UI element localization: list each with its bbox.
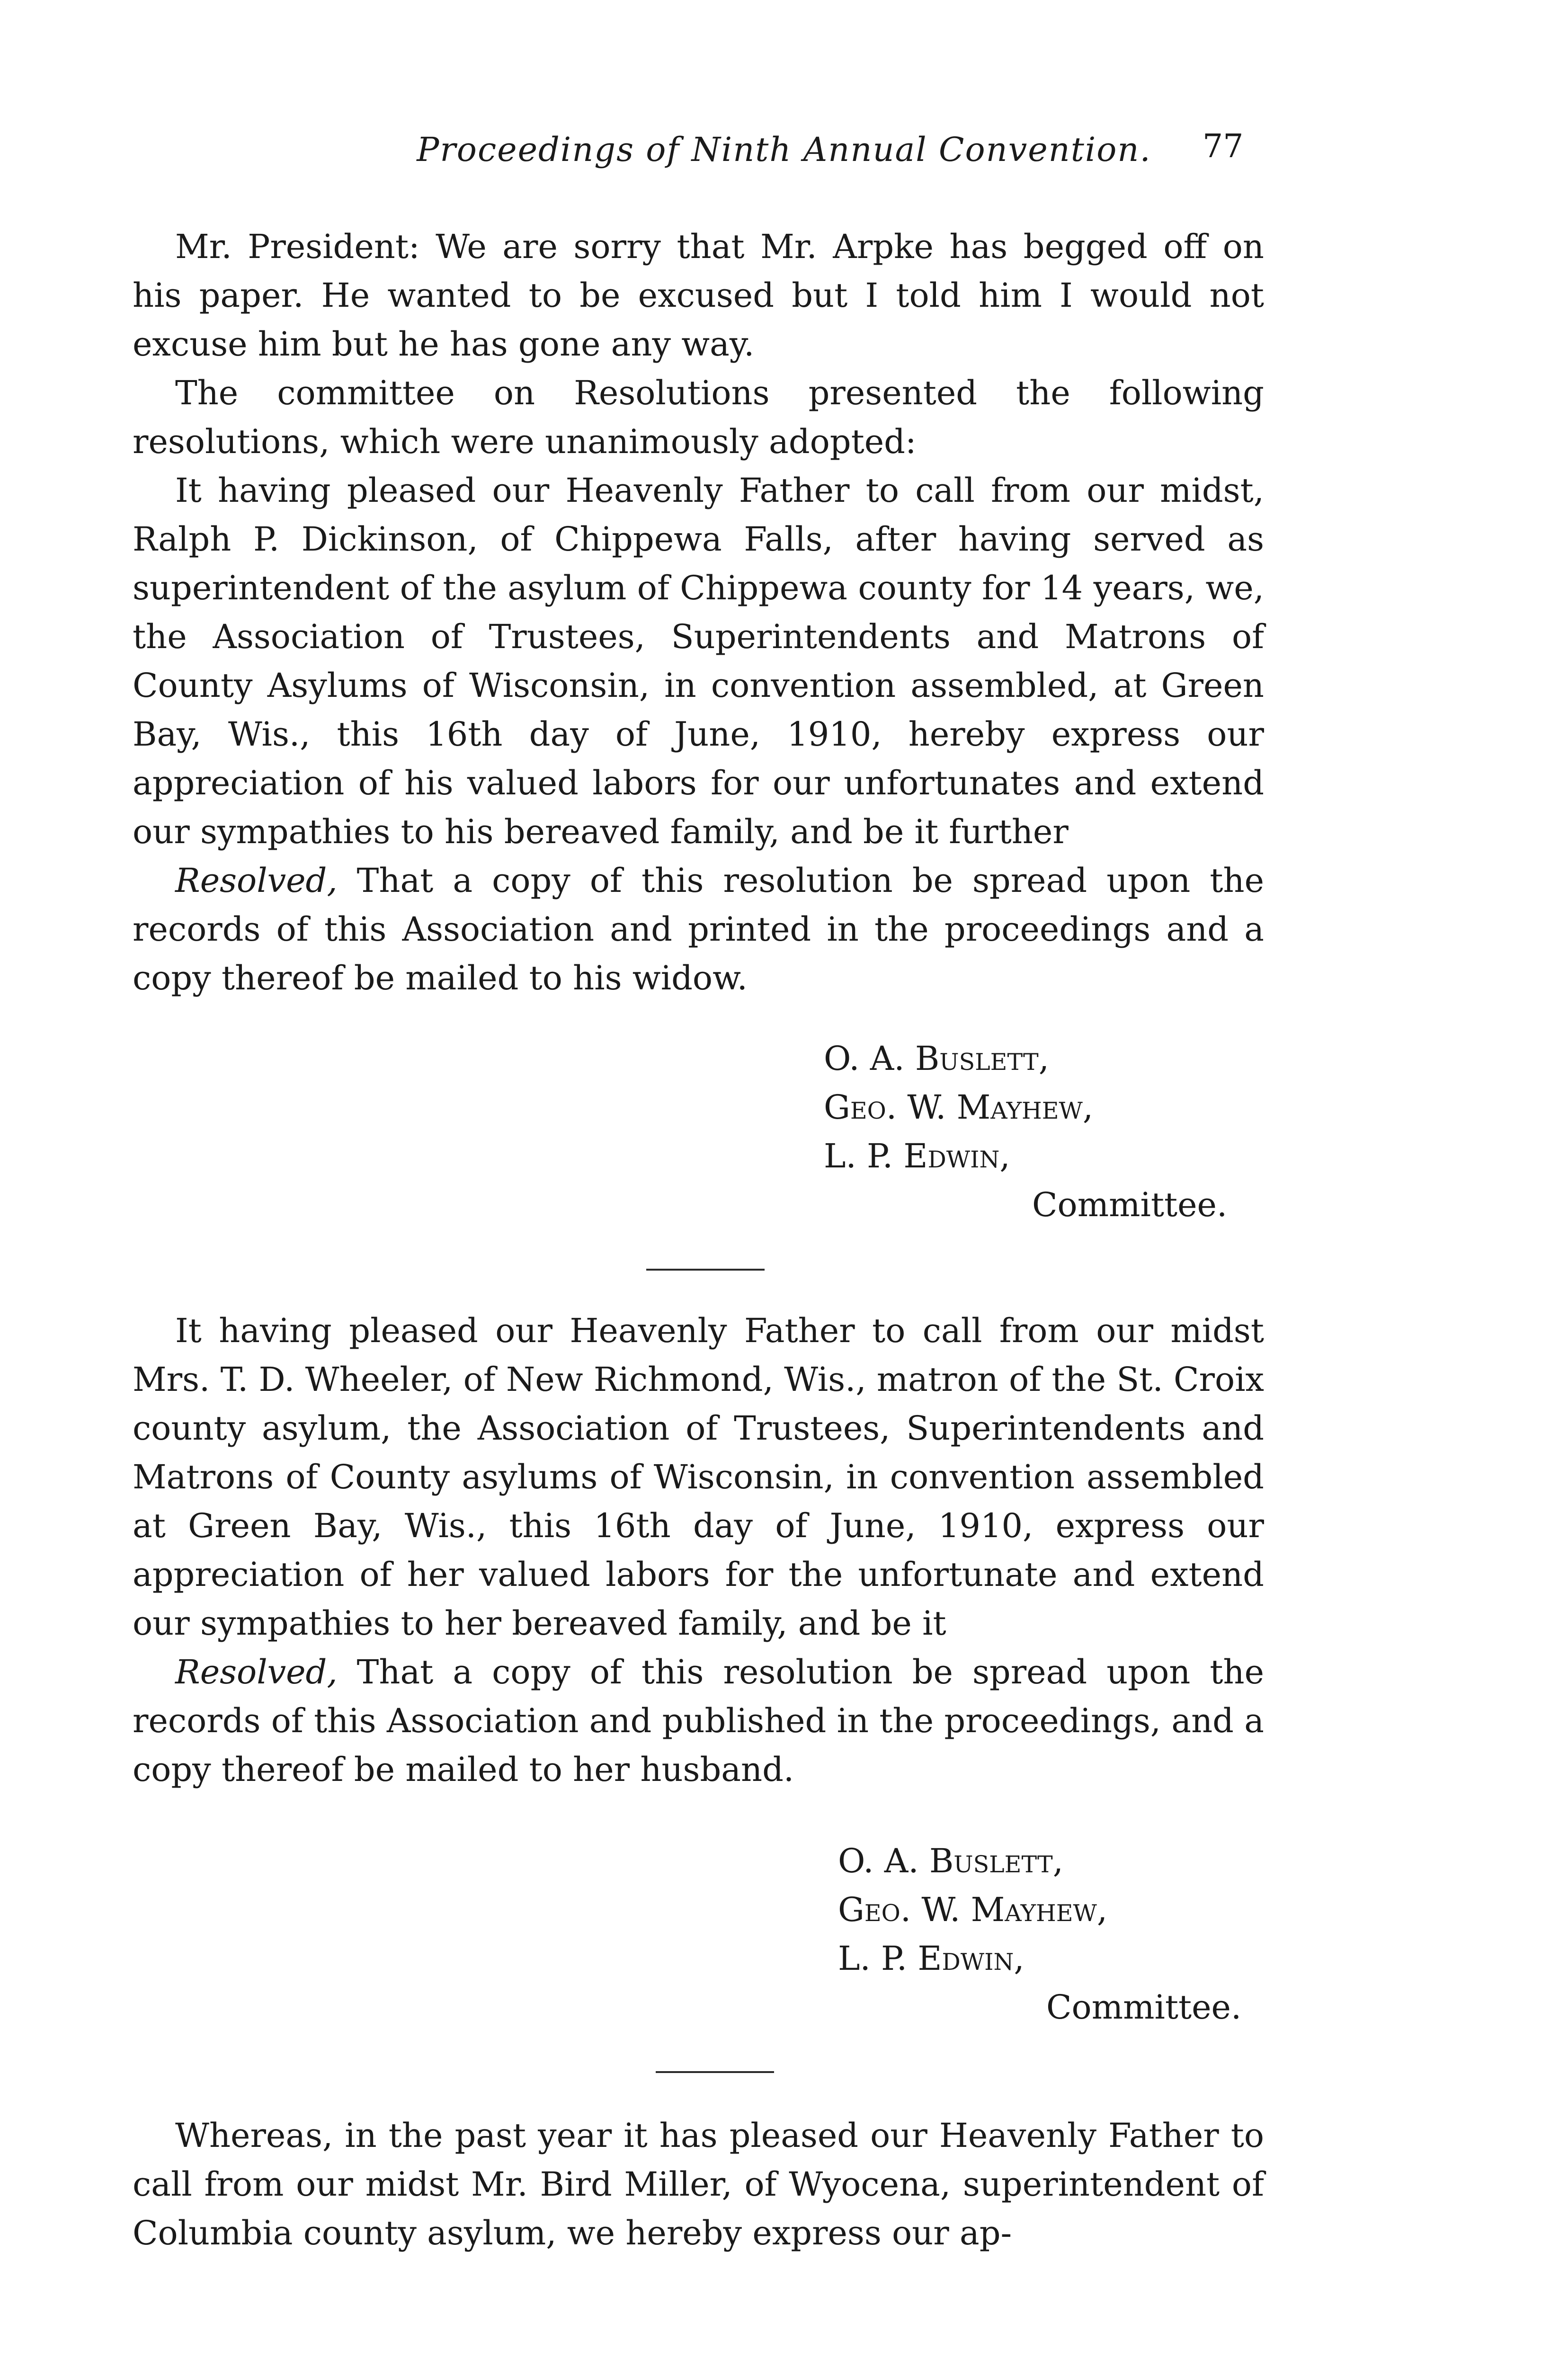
section-divider-1 [646,1269,765,1271]
signature-edwin: L. P. Edwin, [838,1939,1025,1978]
page-number: 77 [1203,128,1244,165]
paragraph-committee-intro: The committee on Resolutions presented the following resolutions, which were unanimously adopted: [133,374,1264,461]
signature-buslett: O. A. Buslett, [838,1842,1063,1880]
paragraph-resolved-1 [133,856,1264,1003]
signature-block-1 [824,1034,1227,1229]
resolved-label: Resolved, [175,861,338,900]
signature-mayhew: Geo. W. Mayhew, [838,1890,1108,1929]
signature-edwin: L. P. Edwin, [824,1137,1010,1175]
paragraph-wheeler-resolution: It having pleased our Heavenly Father to call from our midst Mrs. T. D. Wheeler, of New Richmond, Wis., matron of the St. Croix county asylum, the Association of Trustees, Superintendents and Matrons of County asylums of Wisconsin, in convention assembled at Green Bay, Wis., this 16th day of June, 1910, express our appreciation of her valued labors for the unfortunate and extend our sympathies to her bereaved family, and be it [133,1311,1264,1643]
running-header-title: Proceedings of Ninth Annual Convention. [417,130,1151,169]
paragraph-resolved-2 [133,1648,1264,1794]
signature-committee: Committee. [1046,1988,1242,2027]
signature-committee: Committee. [1032,1185,1228,1224]
paragraph-miller-resolution: Whereas, in the past year it has pleased our Heavenly Father to call from our midst Mr. Bird Miller, of Wyocena, superintendent of Columbia county asylum, we hereby express our ap- [133,2116,1264,2252]
paragraph-president-remark: Mr. President: We are sorry that Mr. Arpke has begged off on his paper. He wanted to be excused but I told him I would not excuse him but he has gone any way. [133,227,1264,364]
section-divider-2 [656,2071,774,2073]
section-3 [133,2111,1264,2258]
signature-buslett: O. A. Buslett, [824,1039,1049,1078]
signature-mayhew: Geo. W. Mayhew, [824,1088,1094,1127]
section-2 [133,1307,1264,1794]
signature-block-2 [838,1837,1241,2032]
resolved-label: Resolved, [175,1653,338,1691]
paragraph-dickinson-resolution: It having pleased our Heavenly Father to call from our midst, Ralph P. Dickinson, of Chippewa Falls, after having served as superintendent of the asylum of Chippewa county for 14 years, we, the Association of Trustees, Superintendents and Matrons of County Asylums of Wisconsin, in convention assembled, at Green Bay, Wis., this 16th day of June, 1910, hereby express our appreciation of his valued labors for our unfortunates and extend our sympathies to his bereaved family, and be it further [133,471,1264,851]
section-1 [133,222,1264,1003]
resolved-text: That a copy of this resolution be spread upon the records of this Association and printed in the proceedings and a copy thereof be mailed to his widow. [133,861,1264,997]
resolved-text: That a copy of this resolution be spread upon the records of this Association and published in the proceedings, and a copy thereof be mailed to her husband. [133,1653,1264,1789]
